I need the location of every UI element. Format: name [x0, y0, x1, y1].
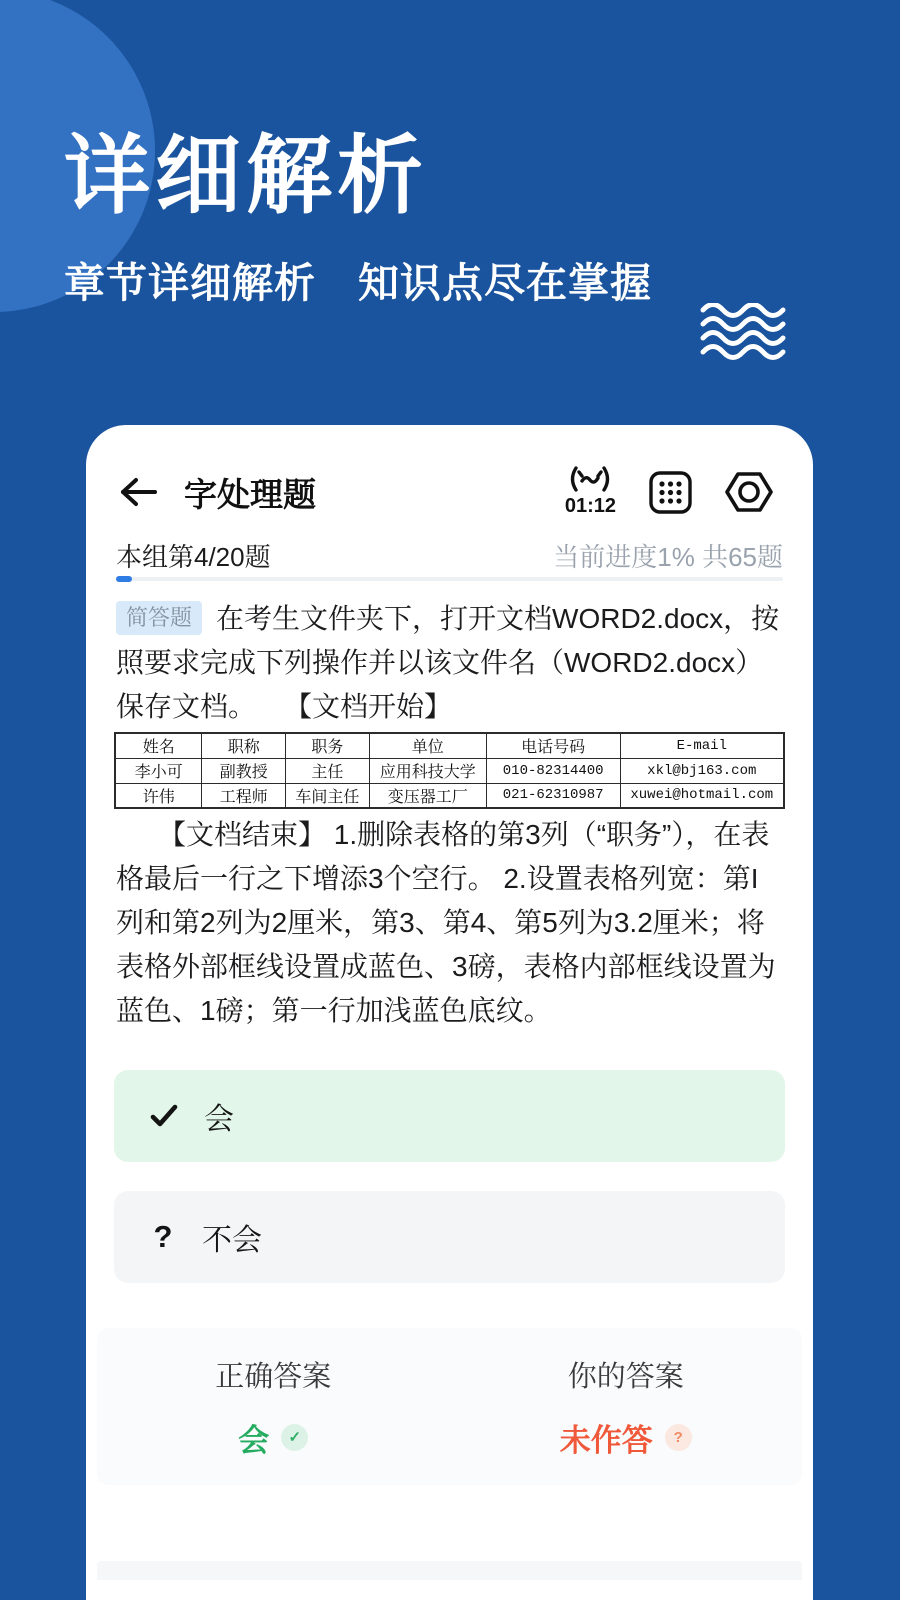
col-header: 职务 [286, 733, 370, 758]
col-header: 职称 [202, 733, 286, 758]
your-answer-value: 未作答 ? [560, 1415, 692, 1460]
header-actions [565, 466, 773, 518]
answer-summary [97, 1328, 802, 1485]
timer-icon [566, 466, 614, 493]
back-arrow-icon [118, 475, 158, 509]
page-title: 详细解析 [64, 128, 428, 224]
col-header: 电话号码 [486, 733, 620, 758]
check-icon [150, 1104, 178, 1128]
col-header: E-mail [620, 733, 784, 758]
answer-sheet-button[interactable] [648, 470, 693, 515]
col-header: 姓名 [115, 733, 202, 758]
table-row [115, 758, 784, 783]
progress-info [116, 537, 783, 574]
option-label: 会 [204, 1103, 234, 1136]
timer-value: 01:12 [564, 495, 616, 517]
waves-icon [700, 303, 790, 361]
question-badge-icon: ? [665, 1424, 692, 1451]
cell: 应用科技大学 [369, 758, 486, 783]
cell: 021-62310987 [486, 783, 620, 808]
document-table [114, 732, 785, 809]
cell: 车间主任 [286, 783, 370, 808]
progress-bar-fill [116, 576, 132, 582]
option-know[interactable] [114, 1070, 785, 1162]
cell: 主任 [286, 758, 370, 783]
back-button[interactable] [118, 472, 162, 512]
question-position: 本组第4/20题 [116, 542, 271, 572]
grid-icon [648, 470, 693, 515]
settings-button[interactable] [725, 470, 773, 514]
cell: 副教授 [202, 758, 286, 783]
cell: xkl@bj163.com [620, 758, 784, 783]
cell: xuwei@hotmail.com [620, 783, 784, 808]
progress-bar [116, 577, 783, 581]
question-instructions: 【文档结束】 1.删除表格的第3列（“职务”），在表格最后一行之下增添3个空行。 2.设置表格列宽：第I列和第2列为2厘米，第3、第4、第5列为3.2厘米；将表格外部框线设置成蓝色、3磅，表格内部框线设置为蓝色、1磅；第一行加浅蓝色底纹。 [116, 819, 776, 1026]
table-header-row [115, 733, 784, 758]
question-type-badge: 简答题 [116, 601, 202, 635]
cell: 工程师 [202, 783, 286, 808]
table-row [115, 783, 784, 808]
correct-answer-label: 正确答案 [215, 1360, 332, 1393]
cell: 010-82314400 [486, 758, 620, 783]
progress-status: 当前进度1% 共65题 [553, 542, 783, 572]
correct-answer-column [97, 1328, 450, 1485]
correct-answer-value: 会 ✓ [238, 1415, 308, 1460]
check-badge-icon: ✓ [281, 1424, 308, 1451]
your-answer-label: 你的答案 [567, 1360, 684, 1393]
quiz-screen-card [86, 425, 813, 1600]
option-dont-know[interactable] [114, 1191, 785, 1283]
option-label: 不会 [202, 1224, 262, 1257]
cell: 李小可 [115, 758, 202, 783]
next-section-edge [97, 1561, 802, 1580]
timer-button[interactable] [565, 466, 616, 518]
screen-title: 字处理题 [184, 475, 316, 513]
question-text [116, 597, 783, 729]
question-intro: 在考生文件夹下，打开文档WORD2.docx，按照要求完成下列操作并以该文件名（WORD2.docx）保存文档。 【文档开始】 [116, 603, 780, 722]
settings-nut-icon [725, 470, 773, 514]
your-answer-column [450, 1328, 803, 1485]
col-header: 单位 [369, 733, 486, 758]
cell: 变压器工厂 [369, 783, 486, 808]
question-icon: ? [153, 1219, 173, 1254]
page-subtitle: 章节详细解析 知识点尽在掌握 [64, 260, 652, 306]
cell: 许伟 [115, 783, 202, 808]
screen-header [118, 463, 773, 521]
